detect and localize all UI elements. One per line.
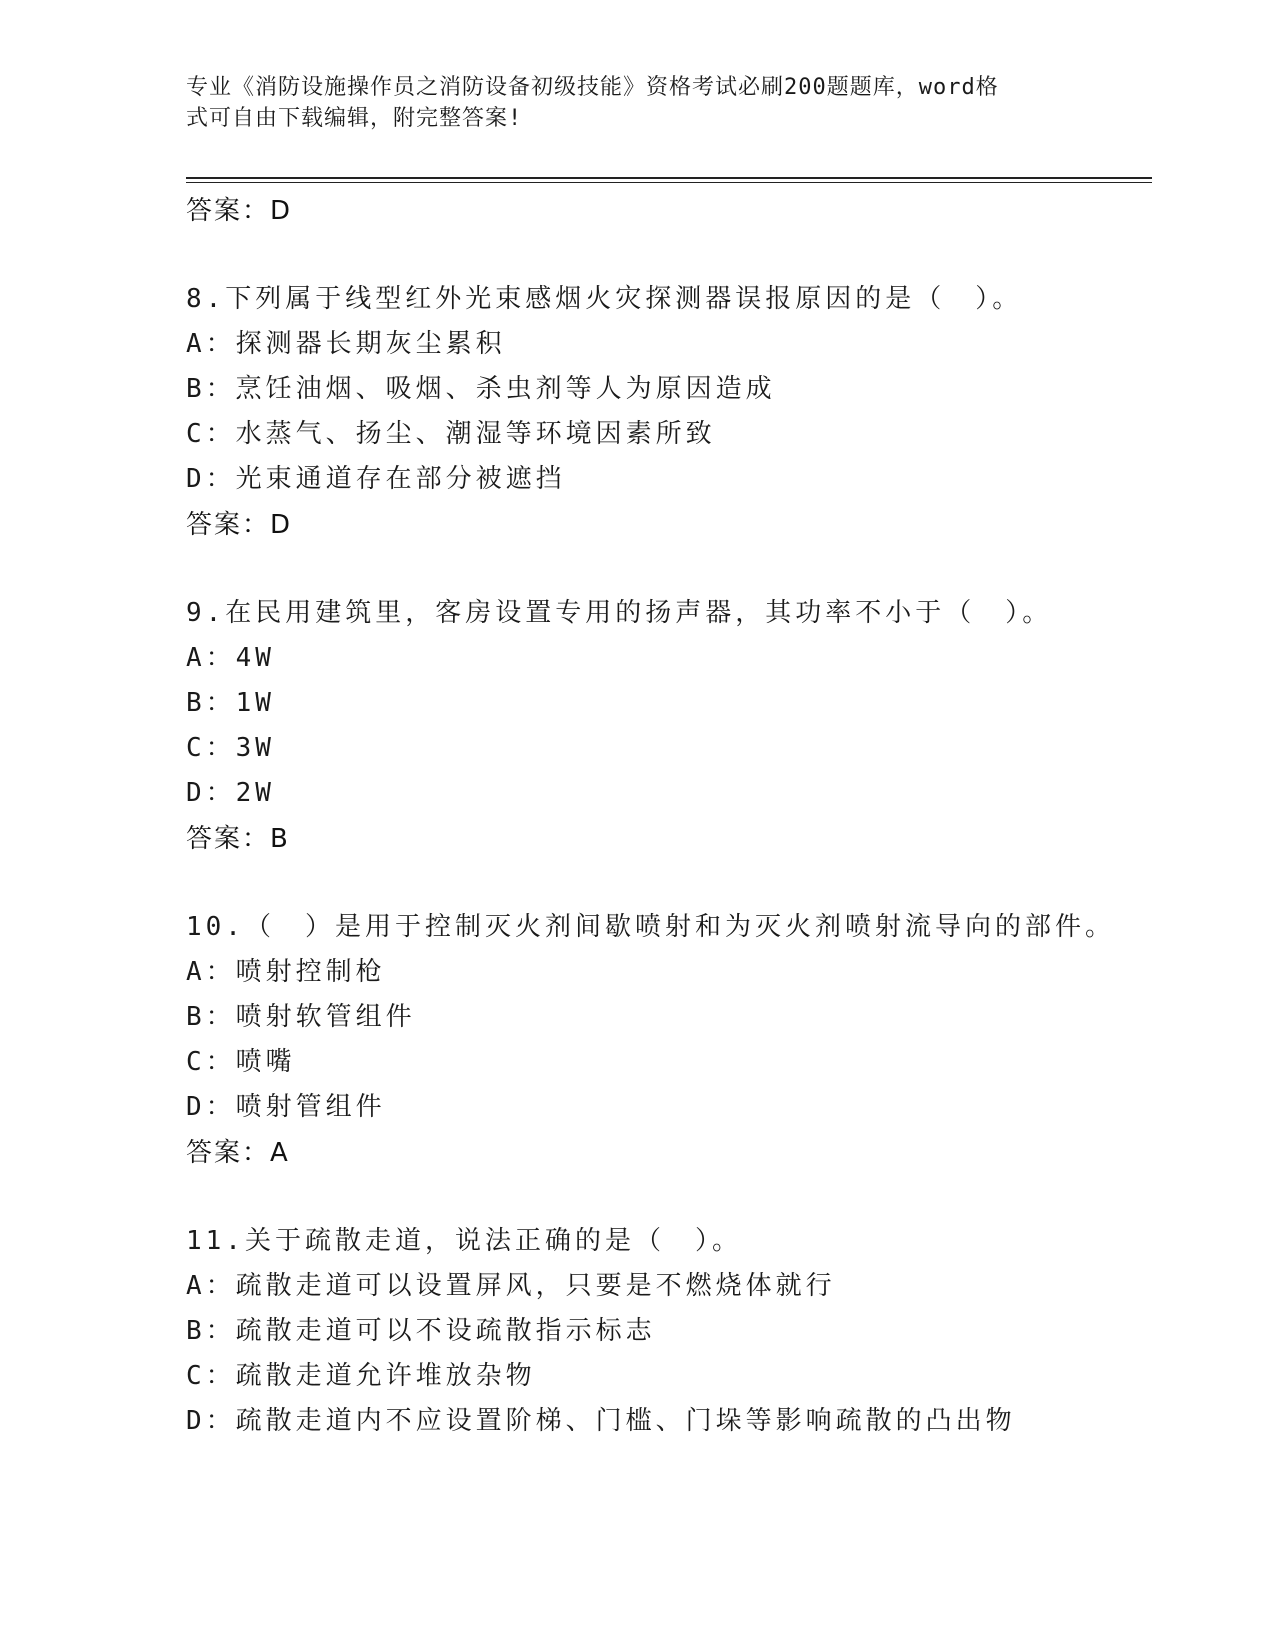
option-b: B：疏散走道可以不设疏散指示标志	[186, 1316, 656, 1346]
answer: 答案：A	[186, 1138, 290, 1168]
header-line-2: 式可自由下载编辑，附完整答案!	[186, 106, 523, 131]
question-11	[186, 1218, 1166, 1444]
question-content	[186, 188, 1166, 1444]
spacer	[186, 862, 1166, 904]
spacer	[186, 548, 1166, 590]
question-9	[186, 590, 1166, 862]
question-8	[186, 276, 1166, 548]
option-a: A：疏散走道可以设置屏风，只要是不燃烧体就行	[186, 1271, 836, 1301]
question-stem: 9.在民用建筑里，客房设置专用的扬声器，其功率不小于（ ）。	[186, 598, 1053, 628]
spacer	[186, 1176, 1166, 1218]
answer: 答案：B	[186, 824, 290, 854]
option-c: C：水蒸气、扬尘、潮湿等环境因素所致	[186, 419, 716, 449]
question-10	[186, 904, 1166, 1176]
option-d: D：疏散走道内不应设置阶梯、门槛、门垛等影响疏散的凸出物	[186, 1406, 1016, 1436]
option-c: C：喷嘴	[186, 1047, 296, 1077]
option-c: C：疏散走道允许堆放杂物	[186, 1361, 536, 1391]
option-a: A：喷射控制枪	[186, 957, 386, 987]
option-d: D：光束通道存在部分被遮挡	[186, 464, 566, 494]
option-d: D：喷射管组件	[186, 1092, 386, 1122]
option-b: B：喷射软管组件	[186, 1002, 416, 1032]
question-stem: 10.（ ）是用于控制灭火剂间歇喷射和为灭火剂喷射流导向的部件。	[186, 912, 1115, 942]
question-stem: 11.关于疏散走道，说法正确的是（ ）。	[186, 1226, 742, 1256]
answer: 答案：D	[186, 510, 293, 540]
document-header	[186, 72, 1066, 134]
header-divider-thin	[186, 182, 1152, 183]
spacer	[186, 234, 1166, 276]
option-a: A：探测器长期灰尘累积	[186, 329, 506, 359]
previous-answer: 答案：D	[186, 196, 293, 226]
option-b: B：1W	[186, 688, 275, 718]
header-divider-thick	[186, 177, 1152, 179]
header-line-1: 专业《消防设施操作员之消防设备初级技能》资格考试必刷200题题库，word格	[186, 75, 999, 100]
option-d: D：2W	[186, 778, 275, 808]
option-a: A：4W	[186, 643, 275, 673]
option-b: B：烹饪油烟、吸烟、杀虫剂等人为原因造成	[186, 374, 776, 404]
question-stem: 8.下列属于线型红外光束感烟火灾探测器误报原因的是（ ）。	[186, 284, 1023, 314]
option-c: C：3W	[186, 733, 275, 763]
